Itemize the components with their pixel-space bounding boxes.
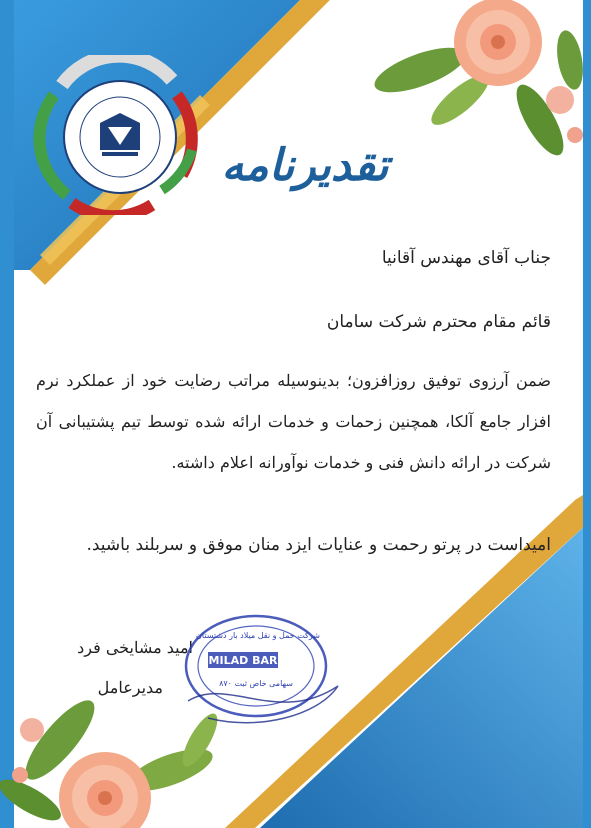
stamp-outer-text: شرکت حمل و نقل میلاد بار دشتستان (196, 631, 320, 640)
top-right-flowers (369, 0, 587, 162)
recipient-position: قائم مقام محترم شرکت سامان (326, 312, 551, 332)
stamp-brand: MILAD BAR (208, 654, 278, 667)
signatory-name: امید مشایخی فرد (77, 638, 193, 657)
right-edge-strip (583, 0, 591, 828)
left-edge-strip (0, 0, 14, 828)
appreciation-paragraph: ضمن آرزوی توفیق روزافزون؛ بدینوسیله مراتب رضایت خود از عملکرد نرم افزار جامع آلکا، همچنین زحمات و خدمات ارائه شده توسط تیم پشتیبانی آن شرکت در ارائه دانش فنی و خدمات نوآورانه اعلام داشته. (36, 371, 551, 472)
recipient-name: جناب آقای مهندس آقانیا (381, 248, 551, 268)
signatory-role: مدیرعامل (97, 678, 163, 697)
closing-sentence: امیداست در پرتو رحمت و عنایات ایزد منان موفق و سربلند باشید. (86, 535, 551, 555)
company-logo (32, 55, 204, 215)
company-stamp (168, 606, 348, 736)
certificate-title: تقدیرنامه (221, 140, 389, 191)
stamp-sub-text: سهامی خاص ثبت ۸۷۰ (219, 679, 293, 688)
